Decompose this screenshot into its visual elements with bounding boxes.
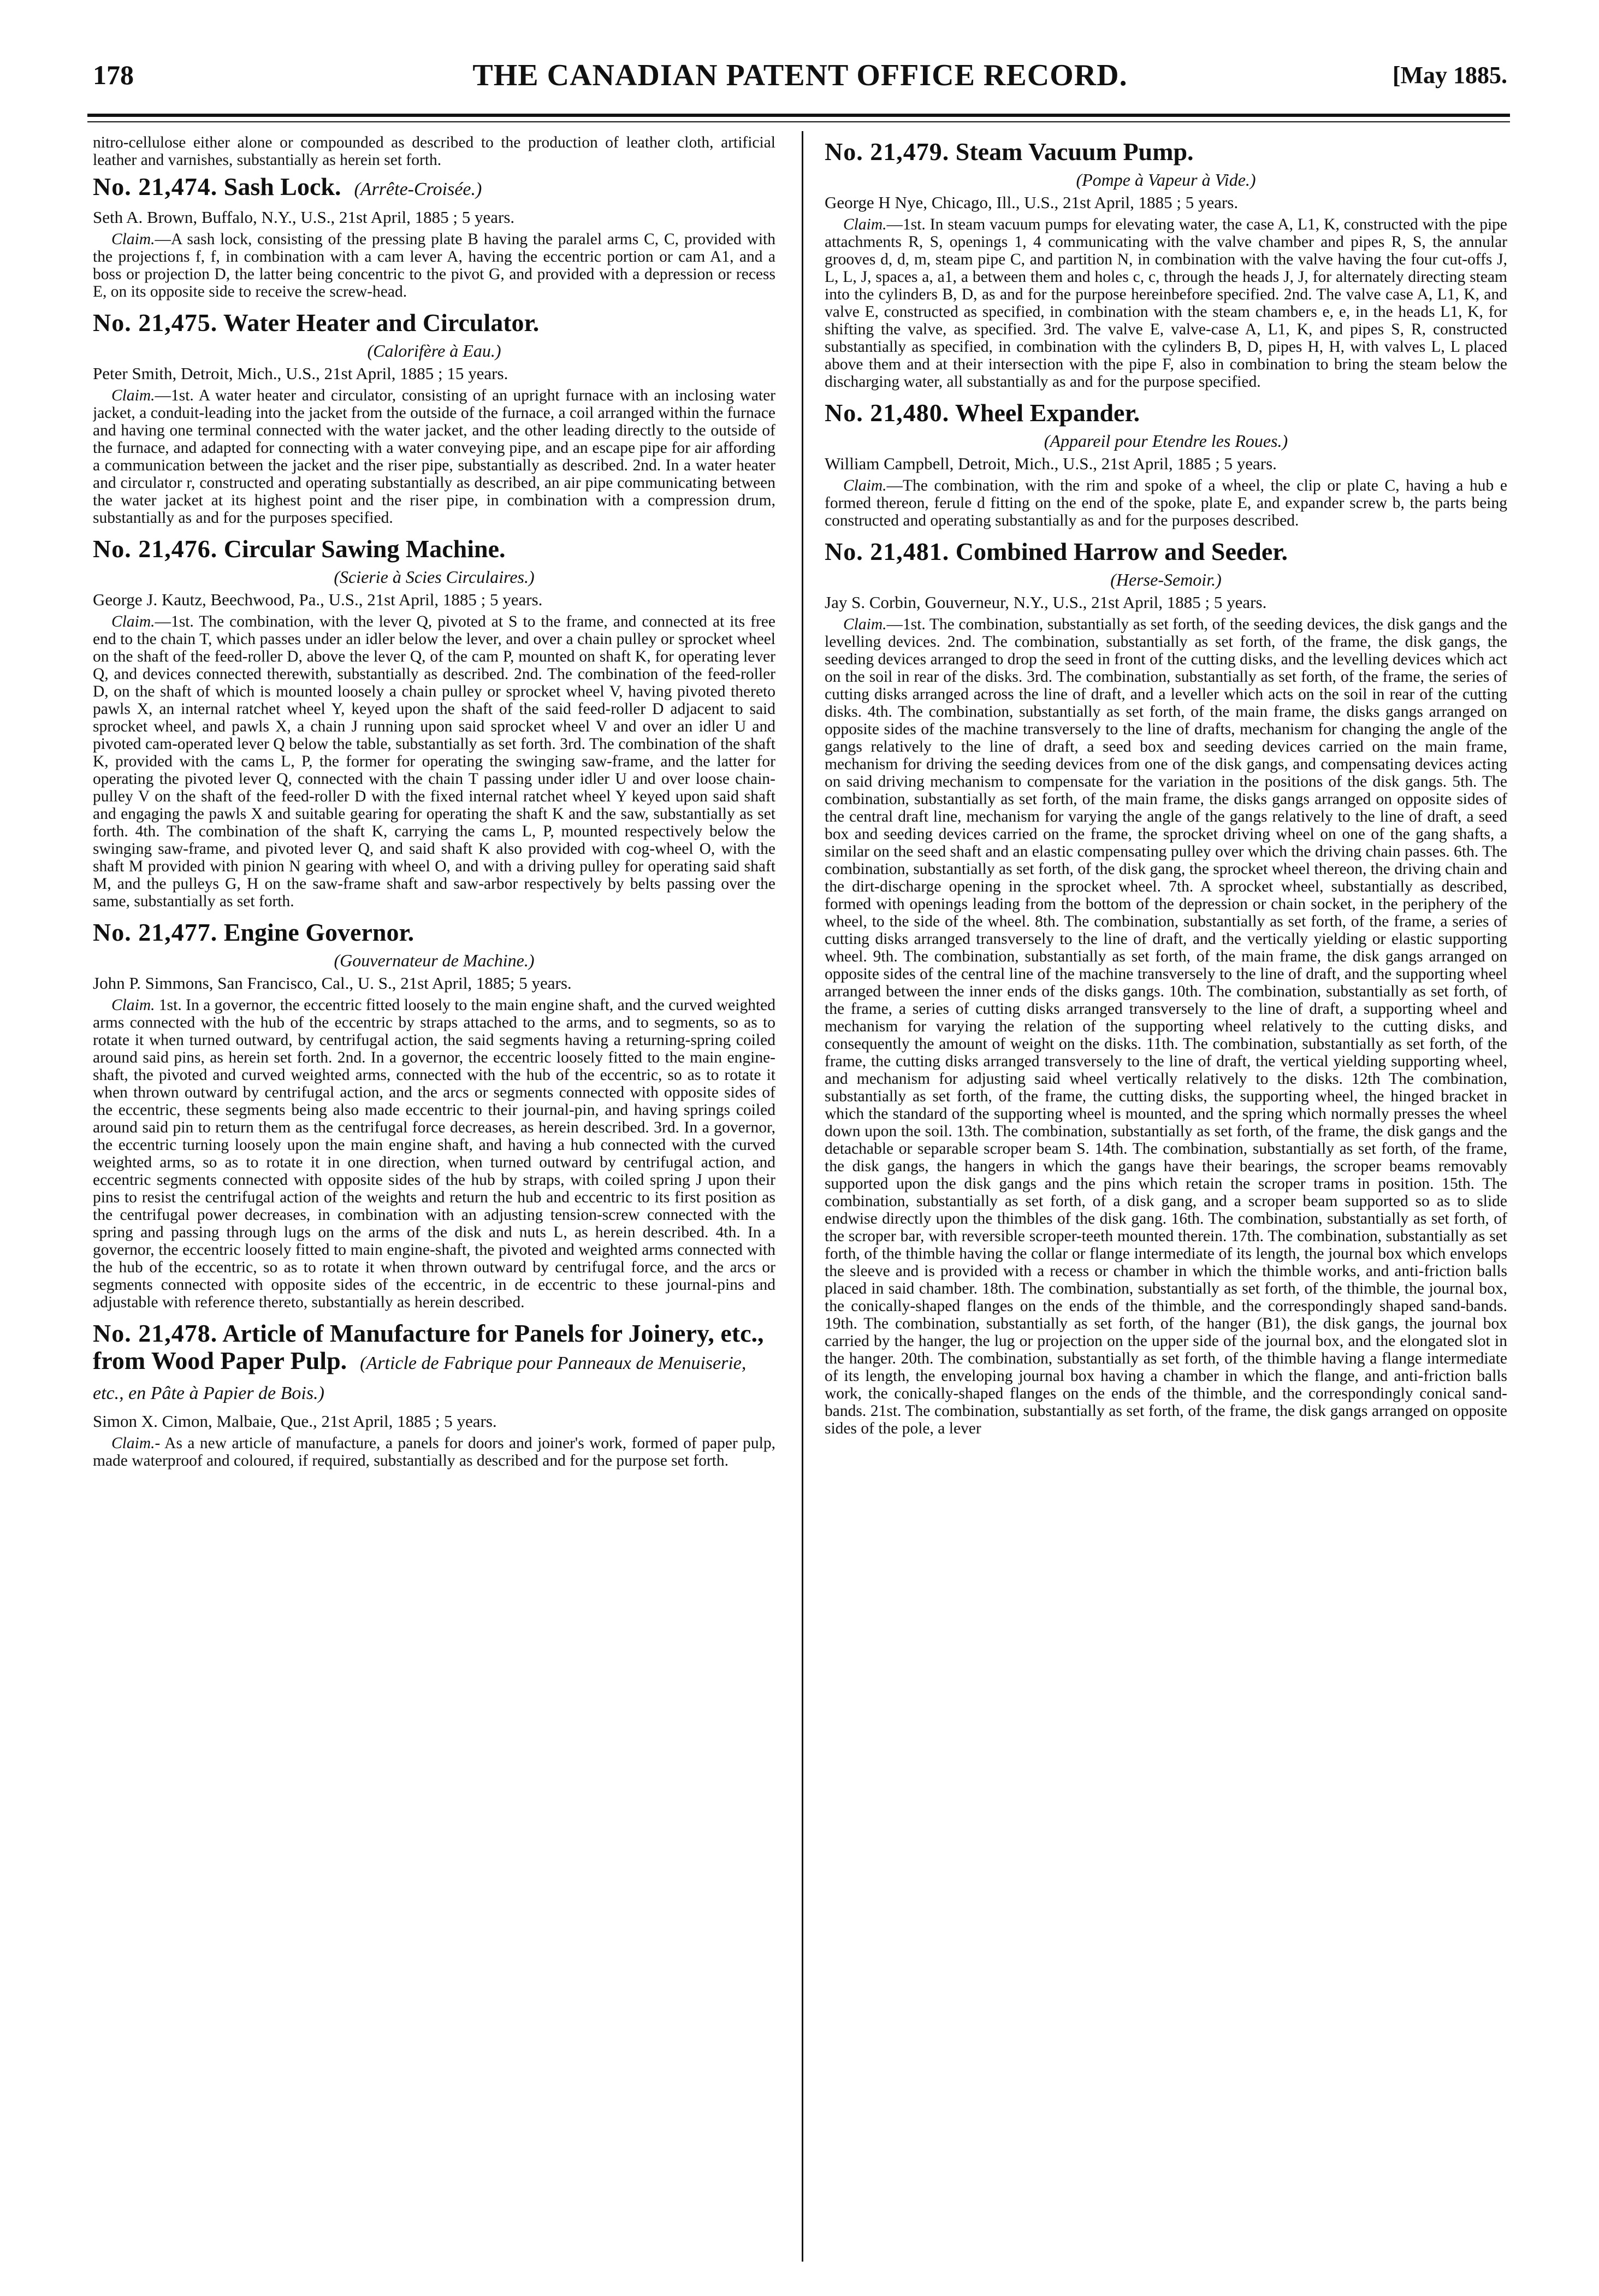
- patent-entry-21475: [93, 309, 775, 527]
- page-number: 178: [93, 60, 134, 90]
- claim-text: Claim. 1st. In a governor, the eccentric fitted loosely to the main engine shaft, and the curved weighted arms connected with the hub of the eccentric by straps attached to the arms, and to segments, so as to rotate it when turned outward, by centrifugal action, the said segments having a returning-spring coiled around said pins, as herein set forth. 2nd. In a governor, the eccentric loosely fitted to the main engine-shaft, the pivoted and curved weighted arms, connected with the hub of the eccentric, so as to rotate it when thrown outward by centrifugal action, and the arcs or segments connected with opposite sides of the eccentric, these segments being also made eccentric to their journal-pin, and having springs coiled around said pin to return them as the centrifugal force decreases, as herein described. 3rd. In a governor, the eccentric turning loosely upon the main engine shaft, and having a hub connected with the curved weighted arms, so as to rotate it in one direction, when turned outward by centrifugal action, and eccentric segments connected with opposite sides of the hub by straps, with coiled spring J upon their pins to resist the centrifugal action of the weights and return the hub and eccentric to its first position as the centrifugal power decreases, in combination with an adjusting tension-screw connected with the spring and passing through lugs on the arms of the disk and nuts L, as herein described. 4th. In a governor, the eccentric loosely fitted to main engine-shaft, the pivoted and weighted arms connected with the hub of the eccentric, so as to rotate it when thrown outward by centrifugal force, and the arcs or segments connected with opposite sides of the eccentric, in de eccentric to these journal-pins and adjustable with reference thereto, substantially as herein described.: [93, 996, 775, 1311]
- inventor-line: George J. Kautz, Beechwood, Pa., U.S., 21st April, 1885 ; 5 years.: [93, 590, 543, 609]
- entry-heading: No. 21,474. Sash Lock. (Arrête-Croisée.): [93, 173, 482, 200]
- publication-title: THE CANADIAN PATENT OFFICE RECORD.: [472, 58, 1128, 92]
- inventor-line: William Campbell, Detroit, Mich., U.S., 21st April, 1885 ; 5 years.: [825, 454, 1277, 473]
- left-column: [93, 134, 775, 2264]
- claim-text: Claim.—1st. The combination, with the lever Q, pivoted at S to the frame, and connected at its free end to the chain T, which passes under an idler below the lever, and over a chain pulley or sprocket wheel on the shaft of the feed-roller D, above the lever Q, of the cam P, mounted on shaft K, for operating lever Q, and devices connected therewith, substantially as described. 2nd. The combination of the feed-roller D, on the shaft of which is mounted loosely a chain pulley or sprocket wheel V, having pivoted thereto pawls X, an internal ratchet wheel Y, keyed upon the shaft of the said feed-roller D adjacent to said sprocket wheel, and pawls X, a chain J running upon said sprocket wheel V and over an idler U and pivoted cam-operated lever Q below the table, substantially as set forth. 3rd. The combination of the shaft K, provided with the cams L, P, the former for operating the swinging saw-frame, and the latter for operating the pivoted lever Q, connected with the chain T passing under idler U and over loose chain-pulley V on the shaft of the feed-roller D with the fixed internal ratchet wheel Y keyed upon said shaft and engaging the pawls X and suitable gearing for operating the shaft K and the saw, substantially as set forth. 4th. The combination of the shaft K, carrying the cams L, P, mounted respectively below the swinging saw-frame, and pivoted lever Q, and said shaft K also provided with cog-wheel O, with the shaft M provided with pinion N gearing with wheel O, and with a driving pulley for operating said shaft M, and the pulleys G, H on the saw-frame shaft and saw-arbor respectively by belts passing over the same, substantially as set forth.: [93, 613, 775, 910]
- patent-entry-21477: [93, 919, 775, 1311]
- continuation-text: nitro-cellulose either alone or compounded as described to the production of leather cloth, artificial leather and varnishes, substantially as herein set forth.: [93, 134, 775, 169]
- claim-text: Claim.—The combination, with the rim and spoke of a wheel, the clip or plate C, having a hub e formed thereon, ferule d fitting on the end of the spoke, plate E, and expander screw b, the parts being constructed and operating substantially as and for the purposes described.: [825, 477, 1507, 529]
- french-title: (Herse-Semoir.): [1110, 570, 1222, 589]
- french-title: (Gouvernateur de Machine.): [334, 951, 535, 970]
- patent-entry-21478: [93, 1320, 775, 1469]
- french-title: (Appareil pour Etendre les Roues.): [1044, 431, 1288, 451]
- claim-text: Claim.- As a new article of manufacture, a panels for doors and joiner's work, formed of paper pulp, made waterproof and coloured, if required, substantially as described and for the purpose set forth.: [93, 1435, 775, 1469]
- column-divider: [802, 131, 803, 2262]
- issue-date: [May 1885.: [1392, 62, 1507, 88]
- entry-heading: No. 21,479. Steam Vacuum Pump.: [825, 138, 1194, 166]
- entry-heading: No. 21,478. Article of Manufacture for Panels for Joinery, etc., from Wood Paper Pulp. (Article de Fabrique pour Panneaux de Menuiserie, etc., en Pâte à Papier de Bois.): [93, 1319, 764, 1403]
- inventor-line: Seth A. Brown, Buffalo, N.Y., U.S., 21st April, 1885 ; 5 years.: [93, 208, 515, 227]
- inventor-line: George H Nye, Chicago, Ill., U.S., 21st April, 1885 ; 5 years.: [825, 193, 1239, 212]
- inventor-line: Jay S. Corbin, Gouverneur, N.Y., U.S., 21st April, 1885 ; 5 years.: [825, 593, 1267, 612]
- patent-entry-21480: [825, 399, 1507, 529]
- right-column: [825, 134, 1507, 2264]
- claim-text: Claim.—1st. In steam vacuum pumps for elevating water, the case A, L1, K, constructed with the pipe attachments R, S, openings 1, 4 communicating with the valve chamber and pipes R, S, the annular grooves d, d, m, steam pipe C, and partition N, in combination with the valve having the four cut-offs J, L, L, J, spaces a, a1, a between them and holes c, c, through the heads J, J, for alternately directing steam into the cylinders B, D, as and for the purpose hereinbefore specified. 2nd. The valve case A, L1, K, and valve E, constructed as specified, in combination with the steam chambers e, e, in the heads L1, K, for shifting the valve, as specified. 3rd. The valve E, valve-case A, L1, K, and pipes S, R, constructed substantially as specified, in combination with the cylinders B, D, pipes H, H, with valves L, L placed above them and at their intersection with the pipe F, also in combination to bring the steam below the discharging water, all substantially as and for the purpose specified.: [825, 216, 1507, 391]
- patent-entry-21481: [825, 538, 1507, 1437]
- french-title: (Pompe à Vapeur à Vide.): [1076, 170, 1256, 190]
- header-rule-thick: [87, 114, 1510, 117]
- patent-entry-21474: [93, 173, 775, 300]
- inventor-line: John P. Simmons, San Francisco, Cal., U. S., 21st April, 1885; 5 years.: [93, 973, 572, 993]
- claim-text: Claim.—1st. The combination, substantially as set forth, of the seeding devices, the disk gangs and the levelling devices. 2nd. The combination, substantially as set forth, of the frame, the disk gangs, the seeding devices arranged to drop the seed in front of the cutting disks, and the levelling devices which act on the soil in rear of the disks. 3rd. The combination, substantially as set forth, of the frame, the series of cutting disks arranged across the line of draft, and a leveller which acts on the soil in rear of the cutting disks. 4th. The combination, substantially as set forth, of the main frame, the disks gangs arranged on opposite sides of the machine transversely to the line of drafts, mechanism for changing the angle of the gangs relatively to the line of draft, a seed box and seeding devices carried on the main frame, mechanism for driving the seeding devices from one of the disk gangs, and compensating devices acting on said driving mechanism to compensate for the variation in the positions of the disk gangs. 5th. The combination, substantially as set forth, of the main frame, the disks gangs arranged on opposite sides of the central draft line, mechanism for varying the angle of the gangs relatively to the line of draft, a seed box and seeding devices carried on the frame, the sprocket driving wheel on one of the gang shafts, a similar on the seed shaft and an elastic compensating pulley over which the driving chain passes. 6th. The combination, substantially as set forth, of the disk gang, the sprocket wheel thereon, the driving chain and the dirt-discharge opening in the sprocket wheel. 7th. A sprocket wheel, substantially as described, formed with openings leading from the bottom of the depression or chain socket, in the periphery of the wheel, to the side of the wheel. 8th. The combination, substantially as set forth, of the frame, a series of cutting disks arranged transversely to the line of draft, and the vertically yielding or elastic supporting wheel. 9th. The combination, substantially as set forth, of the main frame, the disk gangs arranged on opposite sides of the central line of the machine transversely to the line of draft, and the supporting wheel arranged between the inner ends of the disks gangs. 10th. The combination, substantially as set forth, of the frame, a series of cutting disks arranged transversely to the line of draft, a supporting wheel and mechanism for varying the relation of the supporting wheel relatively to the cutting disks, and consequently the amount of weight on the disks. 11th. The combination, substantially as set forth, of the frame, the cutting disks arranged transversely to the line of draft, the vertical yielding supporting wheel, and mechanism for adjusting said wheel vertically relatively to the disks. 12th The combination, substantially as set forth, of the frame, the cutting disks, the supporting wheel, the hinged bracket in which the standard of the supporting wheel is mounted, and the spring which normally presses the wheel down upon the soil. 13th. The combination, substantially as set forth, of the frame, the disk gangs and the detachable or separable scroper beam S. 14th. The combination, substantially as set forth, of the frame, the disk gangs, the hangers in which the gangs have their bearings, the scroper beams removably supported upon the disk gangs and the pins which retain the scroper trams in position. 15th. The combination, substantially as set forth, of a disk gang, and a scroper beam supported so as to slide endwise directly upon the thimbles of the disk gang. 16th. The combination, substantially as set forth, of the scroper bar, with reversible scroper-teeth mounted therein. 17th. The combination, substantially as set forth, of the thimble having the collar or flange intermediate of its length, the journal box which envelops the sleeve and is provided with a recess or chamber in which the thimble works, and anti-friction balls placed in said chamber. 18th. The combination, substantially as set forth, of the thimble, the journal box, the conically-shaped flanges on the ends of the thimble, and the correspondingly shaped sand-bands. 19th. The combination, substantially as set forth, of the hanger (B1), the disk gangs, the journal box carried by the hanger, the lug or projection on the upper side of the journal box, and the elongated slot in the hanger. 20th. The combination, substantially as set forth, of the thimble having a flange intermediate of its length, the enveloping journal box having a chamber in which the flange, and anti-friction balls work, the conically-shaped flanges on the ends of the thimble, and the correspondingly conical sand-bands. 21st. The combination, substantially as set forth, of the frame, the disk gangs arranged on opposite sides of the pole, a lever: [825, 616, 1507, 1437]
- entry-heading: No. 21,477. Engine Governor.: [93, 918, 414, 946]
- header-rule-thin: [87, 121, 1510, 122]
- patent-entry-21479: [825, 138, 1507, 391]
- inventor-line: Peter Smith, Detroit, Mich., U.S., 21st April, 1885 ; 15 years.: [93, 364, 508, 383]
- french-title: (Scierie à Scies Circulaires.): [334, 567, 535, 587]
- entry-heading: No. 21,476. Circular Sawing Machine.: [93, 535, 506, 563]
- patent-entry-21476: [93, 535, 775, 910]
- claim-text: Claim.—A sash lock, consisting of the pressing plate B having the paralel arms C, C, provided with the projections f, f, in combination with a cam lever A, having the eccentric portion or cam A1, and a boss or projection D, the latter being concentric to the pivot G, and provided with a depression or recess E, on its opposite side to receive the screw-head.: [93, 231, 775, 300]
- claim-text: Claim.—1st. A water heater and circulator, consisting of an upright furnace with an inclosing water jacket, a conduit-leading into the jacket from the outside of the furnace, a coil arranged within the furnace and having one terminal connected with the water jacket, and the other leading directly to the outside of the furnace, and adapted for connecting with a water conveying pipe, and an escape pipe for air affording a communication between the jacket and the riser pipe, substantially as described. 2nd. In a water heater and circulator r, constructed and operating substantially as described, an air pipe communicating between the water jacket at its highest point and the riser pipe, in combination with a compression drum, substantially as and for the purposes specified.: [93, 387, 775, 527]
- inventor-line: Simon X. Cimon, Malbaie, Que., 21st April, 1885 ; 5 years.: [93, 1412, 497, 1431]
- page-header: [93, 50, 1507, 94]
- entry-heading: No. 21,481. Combined Harrow and Seeder.: [825, 538, 1288, 565]
- entry-heading: No. 21,475. Water Heater and Circulator.: [93, 309, 540, 337]
- french-title: (Calorifère à Eau.): [367, 341, 501, 361]
- entry-heading: No. 21,480. Wheel Expander.: [825, 399, 1140, 427]
